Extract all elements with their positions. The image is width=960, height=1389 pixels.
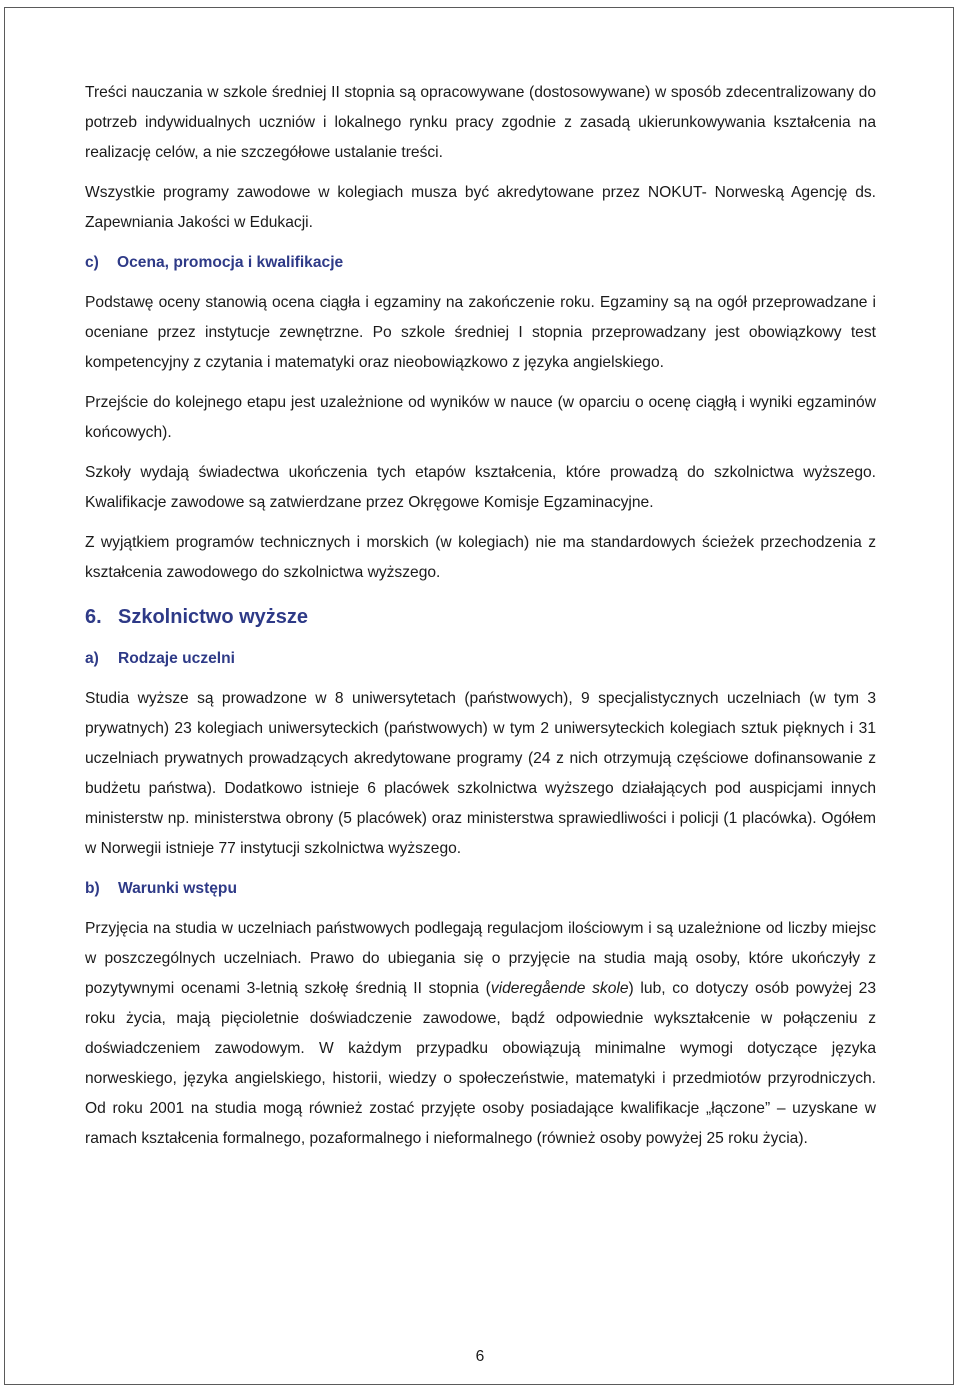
section-marker: c) — [85, 254, 99, 271]
section-heading-a — [85, 644, 876, 674]
section-title: Warunki wstępu — [118, 880, 237, 897]
paragraph-pathways: Z wyjątkiem programów technicznych i morskich (w kolegiach) nie ma standardowych ścieżek przechodzenia z kształcenia zawodowego do szkolnictwa wyższego. — [85, 534, 876, 581]
admission-text-end: ) lub, co dotyczy osób powyżej 23 roku życia, mają pięcioletnie doświadczenie zawodowe, bądź odpowiednie wykształcenie w połączeniu z doświadczeniem zawodowym. W każdym przypadku obowiązują minimalne wymogi dotyczące języka norweskiego, języka angielskiego, historii, wiedzy o społeczeństwie, matematyki i przedmiotów przyrodniczych. Od roku 2001 na studia mogą również zostać przyjęte osoby posiadające kwalifikacje „łączone” – uzyskane w ramach kształcenia formalnego, pozaformalnego i nieformalnego (również osoby powyżej 25 roku życia). — [85, 980, 876, 1147]
admission-text-start: Przyjęcia na studia w uczelniach państwowych podlegają regulacjom ilościowym i są uzależnione od liczby miejsc w poszczególnych uczelniach. Prawo do ubiegania się o przyjęcie na studia mają osoby, które ukończyły z pozytywnymi ocenami 3-letnią szkołę średnią II stopnia ( — [85, 920, 876, 997]
section-marker: a) — [85, 650, 99, 667]
page-number: 6 — [475, 1348, 485, 1365]
paragraph-assessment: Podstawę oceny stanowią ocena ciągła i egzaminy na zakończenie roku. Egzaminy są na ogół przeprowadzane i oceniane przez instytucje zewnętrzne. Po szkole średniej I stopnia przeprowadzany jest obowiązkowy test kompetencyjny z czytania i matematyki oraz nieobowiązkowo z języka angielskiego. — [85, 294, 876, 371]
section-heading-b — [85, 874, 876, 904]
paragraph-certificates: Szkoły wydają świadectwa ukończenia tych etapów kształcenia, które prowadzą do szkolnictwa wyższego. Kwalifikacje zawodowe są zatwierdzane przez Okręgowe Komisje Egzaminacyjne. — [85, 464, 876, 511]
section-marker: b) — [85, 880, 100, 897]
section-title: Ocena, promocja i kwalifikacje — [117, 254, 344, 271]
paragraph-institutions: Studia wyższe są prowadzone w 8 uniwersytetach (państwowych), 9 specjalistycznych uczelniach (w tym 3 prywatnych) 23 kolegiach uniwersyteckich (państwowych) w tym 2 uniwersyteckich kolegiach sztuk pięknych i 31 uczelniach prywatnych prowadzących akredytowane programy (24 z nich otrzymują częściowe dofinansowanie z budżetu państwa). Dodatkowo istnieje 6 placówek szkolnictwa wyższego działających pod auspicjami innych ministerstw np. ministerstwa obrony (5 placówek) oraz ministerstwa sprawiedliwości i policji (1 placówka). Ogółem w Norwegii istnieje 77 instytucji szkolnictwa wyższego. — [85, 690, 876, 857]
chapter-title: Szkolnictwo wyższe — [118, 606, 309, 628]
chapter-marker: 6. — [85, 606, 102, 628]
paragraph-accreditation: Wszystkie programy zawodowe w kolegiach musza być akredytowane przez NOKUT- Norweską Agencję ds. Zapewniania Jakości w Edukacji. — [85, 184, 876, 231]
section-title: Rodzaje uczelni — [118, 650, 235, 667]
paragraph-curriculum: Treści nauczania w szkole średniej II stopnia są opracowywane (dostosowywane) w sposób zdecentralizowany do potrzeb indywidualnych uczniów i lokalnego rynku pracy zgodnie z zasadą ukierunkowywania kształcenia na realizację celów, a nie szczegółowe ustalanie treści. — [85, 84, 876, 161]
paragraph-progression: Przejście do kolejnego etapu jest uzależnione od wyników w nauce (w oparciu o ocenę ciągłą i wyniki egzaminów końcowych). — [85, 394, 876, 441]
paragraph-admission — [85, 914, 876, 1154]
section-heading-c — [85, 248, 876, 278]
document-body — [85, 78, 876, 1154]
school-name-italic: videregående skole — [490, 980, 629, 997]
chapter-heading-6 — [85, 600, 876, 634]
